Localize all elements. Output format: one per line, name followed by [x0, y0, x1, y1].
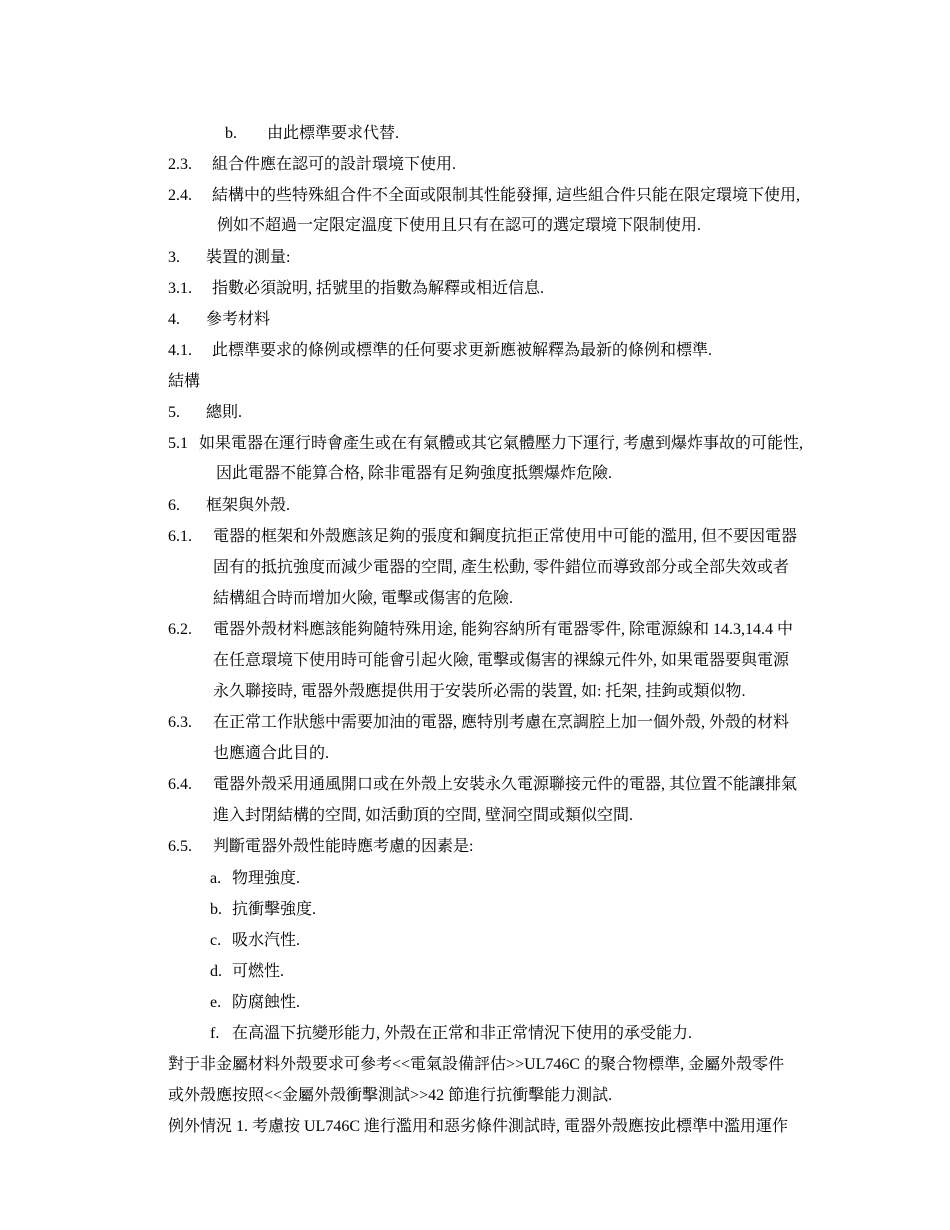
list-marker: d. [210, 963, 222, 980]
continuation-text: 永久聯接時, 電器外殼應提供用于安裝所必需的裝置, 如: 托架, 挂鉤或類似物. [213, 683, 746, 700]
paragraph-text: 例外情況 1. 考慮按 UL746C 進行濫用和惡劣條件測試時, 電器外殼應按此標準中濫用運作 [168, 1118, 789, 1135]
section-number: 6.3. [168, 714, 192, 731]
section-text: 在正常工作狀態中需要加油的電器, 應特別考慮在烹調腔上加一個外殼, 外殼的材料 [213, 714, 790, 731]
section-text: 指數必須說明, 括號里的指數為解釋或相近信息. [212, 280, 545, 297]
section-number: 5. [168, 404, 180, 421]
continuation-text: 因此電器不能算合格, 除非電器有足夠強度抵禦爆炸危險. [216, 465, 613, 482]
list-marker: a. [210, 870, 222, 887]
paragraph-text: 對于非金屬材料外殼要求可參考<<電氣設備評估>>UL746C 的聚合物標準, 金屬外殼零件 [168, 1056, 785, 1073]
continuation-text: 進入封閉結構的空間, 如活動頂的空間, 壁洞空間或類似空間. [213, 807, 634, 824]
section-heading: 總則. [206, 404, 243, 421]
list-item: 防腐蝕性. [232, 994, 301, 1011]
list-item: 在高溫下抗變形能力, 外殼在正常和非正常情況下使用的承受能力. [232, 1025, 693, 1042]
section-number: 6. [168, 497, 180, 514]
section-number: 2.4. [168, 187, 192, 204]
list-item: 抗衝擊強度. [232, 901, 317, 918]
section-text: 如果電器在運行時會產生或在有氣體或其它氣體壓力下運行, 考慮到爆炸事故的可能性, [199, 435, 804, 452]
section-heading: 框架與外殼. [206, 497, 291, 514]
section-text: 電器的框架和外殼應該足夠的張度和鋼度抗拒正常使用中可能的濫用, 但不要因電器 [213, 528, 798, 545]
list-item: 吸水汽性. [232, 932, 301, 949]
continuation-text: 結構組合時而增加火險, 電擊或傷害的危險. [213, 590, 514, 607]
section-number: 3.1. [168, 280, 192, 297]
continuation-text: 也應適合此目的. [213, 745, 330, 762]
section-number: 6.1. [168, 528, 192, 545]
section-number: 6.4. [168, 776, 192, 793]
section-number: 4.1. [168, 342, 192, 359]
section-number: 6.2. [168, 621, 192, 638]
section-number: 4. [168, 311, 180, 328]
section-number: 3. [168, 249, 180, 266]
continuation-text: 例如不超過一定限定溫度下使用且只有在認可的選定環境下限制使用. [217, 217, 702, 234]
item-number: b. [225, 125, 237, 142]
section-text: 結構中的些特殊組合件不全面或限制其性能發揮, 這些組合件只能在限定環境下使用, [212, 187, 801, 204]
section-text: 電器外殼材料應該能夠隨特殊用途, 能夠容納所有電器零件, 除電源線和 14.3,14.4 中 [213, 621, 794, 638]
section-text: 電器外殼采用通風開口或在外殼上安裝永久電源聯接元件的電器, 其位置不能讓排氣 [213, 776, 798, 793]
section-number: 6.5. [168, 838, 192, 855]
section-text: 此標準要求的條例或標準的任何要求更新應被解釋為最新的條例和標準. [212, 342, 713, 359]
list-item: 物理強度. [232, 870, 301, 887]
chapter-heading: 結構 [168, 373, 201, 390]
item-text: 由此標準要求代替. [267, 125, 400, 142]
list-item: 可燃性. [232, 963, 285, 980]
section-heading: 裝置的測量: [206, 249, 291, 266]
continuation-text: 在任意環境下使用時可能會引起火險, 電擊或傷害的裸線元件外, 如果電器要與電源 [213, 652, 790, 669]
paragraph-text: 或外殼應按照<<金屬外殼衝擊測試>>42 節進行抗衝擊能力測試. [168, 1087, 613, 1104]
section-text: 組合件應在認可的設計環境下使用. [212, 156, 457, 173]
section-text: 判斷電器外殼性能時應考慮的因素是: [213, 838, 474, 855]
section-number: 2.3. [168, 156, 192, 173]
continuation-text: 固有的抵抗強度而減少電器的空間, 產生松動, 零件錯位而導致部分或全部失效或者 [213, 559, 790, 576]
list-marker: e. [210, 994, 222, 1011]
list-marker: c. [210, 932, 222, 949]
list-marker: b. [210, 901, 222, 918]
list-marker: f. [210, 1025, 220, 1042]
section-number: 5.1 [168, 435, 188, 452]
section-heading: 參考材料 [206, 311, 271, 328]
